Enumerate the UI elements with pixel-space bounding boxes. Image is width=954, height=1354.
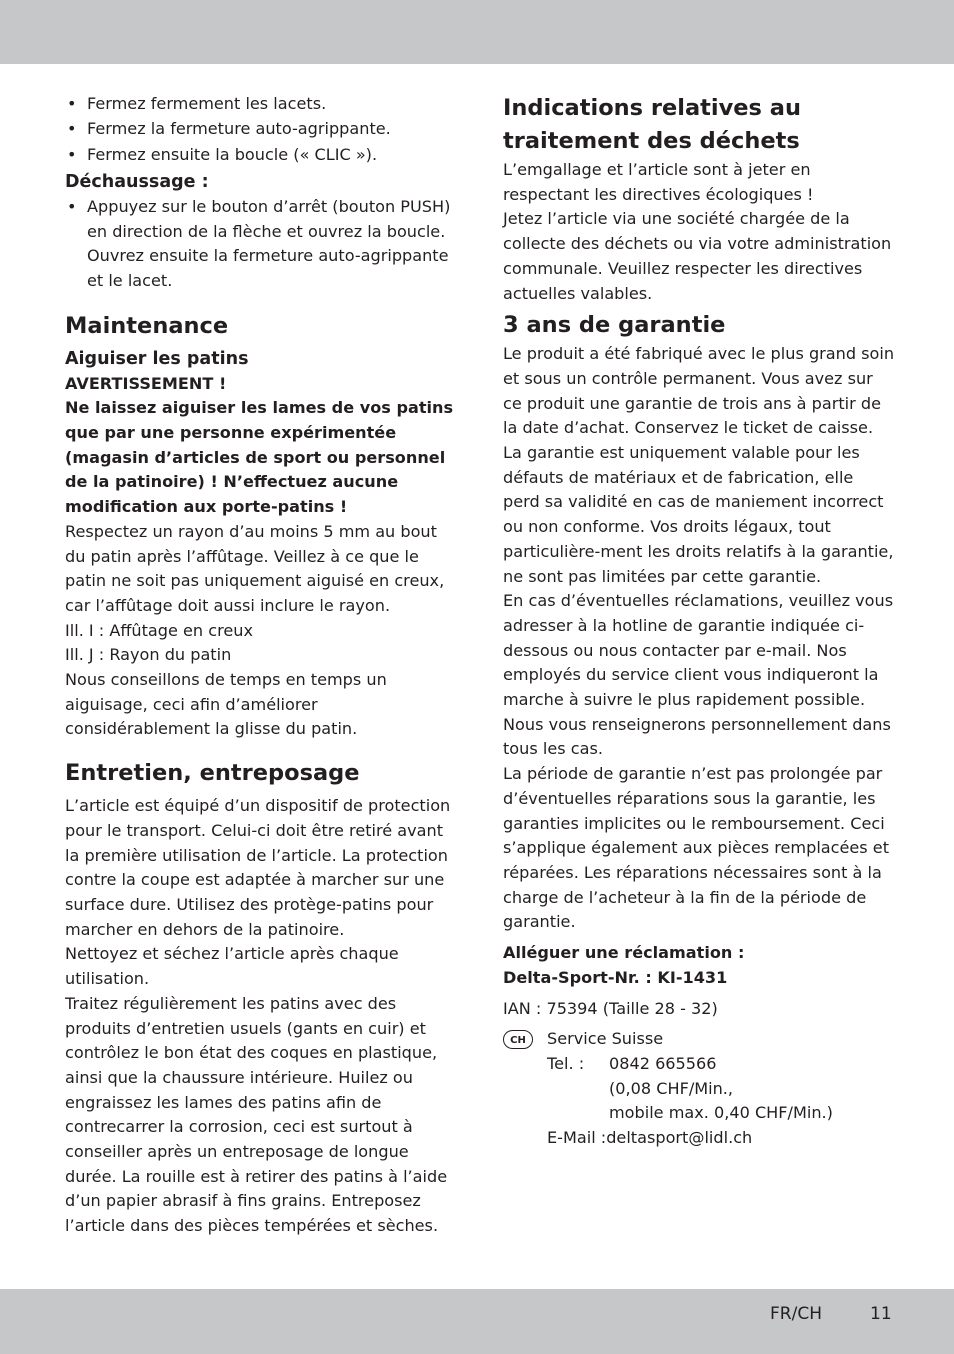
email-link[interactable]: deltasport@lidl.ch (606, 1128, 753, 1148)
phone-rate-mobile: mobile max. 0,40 CHF/Min.) (609, 1103, 833, 1123)
email-row (547, 1126, 833, 1151)
disposal-heading: Indications relatives au traitement des déchets (503, 95, 801, 154)
header-band (0, 0, 954, 64)
phone-label: Tel. : (547, 1053, 585, 1073)
service-contact (503, 1027, 895, 1151)
service-details (547, 1027, 833, 1151)
illustration-caption: Ill. J : Rayon du patin (65, 645, 232, 665)
storage-paragraph: Nettoyez et séchez l’article après chaque utilisation. (65, 944, 399, 989)
country-badge-icon: CH (503, 1030, 533, 1049)
storage-paragraph: L’article est équipé d’un dispositif de protection pour le transport. Celui-ci doit être retiré avant la première utilisation de l’article. La protection contre la coupe est adaptée à marcher sur une surface dure. Utilisez des protège-patins pour marcher en dehors de la patinoire. (65, 796, 451, 939)
footer-language: FR/CH (770, 1304, 822, 1324)
list-item: • Appuyez sur le bouton d’arrêt (bouton PUSH) en direction de la flèche et ouvrez la boucle. Ouvrez ensuite la fermeture auto-agrippante et le lacet. (65, 195, 457, 294)
disposal-paragraph: Jetez l’article via une société chargée de la collecte des déchets ou via votre administration communale. Veuillez respecter les directives actuelles valables. (503, 209, 892, 303)
warranty-paragraph: Le produit a été fabriqué avec le plus grand soin et sous un contrôle permanent. Vous avez sur ce produit une garantie de trois ans à partir de la date d’achat. Conservez le ticket de caisse. (503, 344, 895, 438)
claim-heading: Alléguer une réclamation : (503, 943, 745, 963)
warranty-paragraph: En cas d’éventuelles réclamations, veuillez vous adresser à la hotline de garantie indiquée ci-dessous ou nous contacter par e-mail. Nos employés du service client vous indiqueront la marche à suivre le plus rapidement possible. Nous vous renseignerons personnellement dans tous les cas. (503, 591, 894, 759)
list-item: • Fermez la fermeture auto-agrippante. (65, 117, 457, 142)
dechaussage-heading: Déchaussage : (65, 172, 209, 193)
list-item: • Fermez fermement les lacets. (65, 92, 457, 117)
warranty-paragraph: La garantie est uniquement valable pour les défauts de matériaux et de fabrication, elle perd sa validité en cas de maniement incorrect ou non conforme. Vos droits légaux, tout particulière-ment les droits relatifs à la garantie, ne sont pas limitées par cette garantie. (503, 443, 894, 586)
sharpening-advice: Nous conseillons de temps en temps un aiguisage, ceci afin d’améliorer considérablement la glisse du patin. (65, 670, 387, 739)
service-name: Service Suisse (547, 1029, 664, 1049)
email-label: E-Mail : (547, 1128, 607, 1148)
phone-number[interactable]: 0842 665566 (609, 1053, 717, 1073)
warranty-heading: 3 ans de garantie (503, 312, 726, 339)
sharpening-paragraph: Respectez un rayon d’au moins 5 mm au bout du patin après l’affûtage. Veillez à ce que le patin ne soit pas uniquement aiguisé en creux, car l’affûtage doit aussi inclure le rayon. (65, 521, 445, 615)
left-column (65, 92, 457, 1239)
ian-number: IAN : 75394 (Taille 28 - 32) (503, 998, 718, 1018)
claim-reference: Delta-Sport-Nr. : KI-1431 (503, 967, 728, 987)
phone-details (609, 1052, 833, 1126)
maintenance-heading: Maintenance (65, 312, 229, 339)
right-column (503, 92, 895, 1151)
list-item: • Fermez ensuite la boucle (« CLIC »). (65, 143, 457, 168)
illustration-caption: Ill. I : Affûtage en creux (65, 620, 253, 640)
disposal-paragraph: L’emgallage et l’article sont à jeter en respectant les directives écologiques ! (503, 160, 814, 204)
warning-text: Ne laissez aiguiser les lames de vos patins que par une personne expérimentée (magasin d’articles de sport ou personnel de la patinoire) ! N’effectuez aucune modification aux porte-patins ! (65, 398, 454, 517)
fastening-steps-list (65, 92, 457, 168)
warranty-paragraph: La période de garantie n’est pas prolongée par d’éventuelles réparations sous la garantie, les garanties implicites ou le remboursement. Ceci s’applique également aux pièces remplacées et réparées. Les réparations nécessaires sont à la charge de l’acheteur à la fin de la période de garantie. (503, 764, 890, 932)
storage-paragraph: Traitez régulièrement les patins avec des produits d’entretien usuels (gants en cuir) et contrôlez le bon état des coques en plastique, ainsi que la chaussure intérieure. Huilez ou engraissez les lames des patins afin de contrecarrer la corrosion, ceci est surtout à conseiller après un entreposage de longue durée. La rouille est à retirer des patins à l’aide d’un papier abrasif à fins grains. Entreposez l’article dans des pièces tempérées et sèches. (65, 993, 448, 1236)
page-number: 11 (870, 1304, 892, 1324)
dechaussage-list (65, 195, 457, 294)
warning-title: AVERTISSEMENT ! (65, 373, 227, 393)
phone-row (547, 1052, 833, 1126)
storage-heading: Entretien, entreposage (65, 760, 360, 787)
phone-rate: (0,08 CHF/Min., (609, 1078, 734, 1098)
sharpening-subheading: Aiguiser les patins (65, 348, 249, 369)
